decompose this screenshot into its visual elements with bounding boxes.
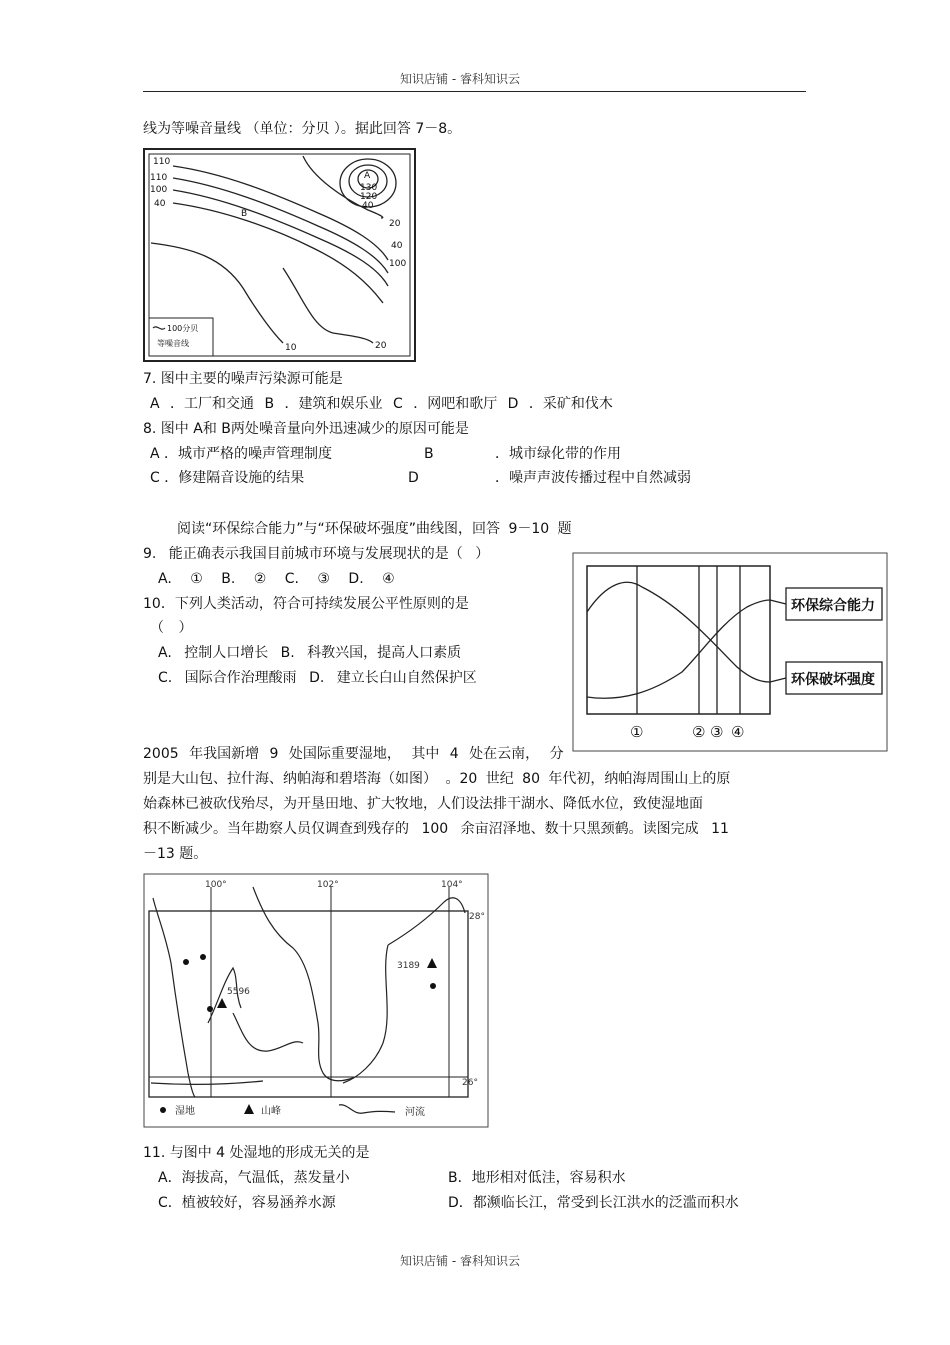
marker-4: ④ (731, 723, 745, 741)
peak-label-130: 130 (360, 183, 378, 193)
environment-curve-chart (572, 552, 888, 752)
label-environmental-capacity: 环保综合能力 (791, 598, 875, 614)
wetland-dot-1 (183, 959, 189, 965)
contour-label-left-1: 110 (153, 157, 171, 167)
contour-label-right-1: 20 (389, 219, 401, 229)
marker-2: ② (692, 723, 706, 741)
peak-elevation-3189: 3189 (397, 961, 420, 971)
wetland-paragraph-line-5: －13 题。 (143, 846, 208, 862)
q8-option-c: C ．修建隔音设施的结果 (150, 470, 305, 486)
contour-label-left-3: 100 (150, 185, 168, 195)
q7-stem: 7. 图中主要的噪声污染源可能是 (143, 371, 343, 387)
q11-option-d: D．都濒临长江，常受到长江洪水的泛滥而积水 (448, 1195, 739, 1211)
q8-option-b-text: ．城市绿化带的作用 (495, 446, 621, 462)
marker-1: ① (630, 723, 644, 741)
peak-label-120: 120 (360, 192, 378, 202)
wetland-paragraph-line-4: 积不断减少。当年勘察人员仅调查到残存的 100 余亩沼泽地、数十只黑颈鹤。读图完成 11 (143, 821, 729, 837)
q11-option-c: C．植被较好，容易涵养水源 (158, 1195, 336, 1211)
q10-options-ab: A. 控制人口增长 B. 科教兴国，提高人口素质 (158, 645, 462, 661)
wetland-paragraph-line-2: 别是大山包、拉什海、纳帕海和碧塔海（如图） 。20 世纪 80 年代初，纳帕海周围山上的原 (143, 771, 731, 787)
read-instruction: 阅读“环保综合能力”与“环保破坏强度”曲线图，回答 9－10 题 (177, 521, 572, 537)
contour-label-bottom-2: 20 (375, 341, 387, 351)
q8-option-d-text: ．噪声声波传播过程中自然减弱 (495, 470, 691, 486)
point-a-label: A (364, 171, 371, 181)
lon-label-102: 102° (317, 880, 339, 890)
wetland-dot-3 (207, 1006, 213, 1012)
q8-option-d-letter: D (408, 470, 419, 486)
q10-stem: 10．下列人类活动，符合可持续发展公平性原则的是 (143, 596, 469, 612)
wetland-dot-2 (200, 954, 206, 960)
legend-peak-label: 山峰 (261, 1106, 281, 1117)
q11-option-b: B．地形相对低洼，容易积水 (448, 1170, 626, 1186)
q8-option-b-letter: B (424, 446, 434, 462)
wetland-paragraph-line-3: 始森林已被砍伐殆尽，为开垦田地、扩大牧地，人们设法排干湖水、降低水位，致使湿地面 (143, 796, 703, 812)
legend-wetland-icon (160, 1107, 166, 1113)
q8-option-a: A ．城市严格的噪声管理制度 (150, 446, 333, 462)
noise-contour-map (143, 148, 416, 362)
lat-label-26: 26° (462, 1078, 478, 1088)
peak-label-40: 40 (362, 201, 374, 211)
q11-stem: 11. 与图中 4 处湿地的形成无关的是 (143, 1145, 370, 1161)
header-rule (143, 91, 806, 92)
legend-name: 等噪音线 (157, 339, 189, 348)
page-footer: 知识店铺 - 睿科知识云 (400, 1254, 520, 1268)
point-b-label: B (241, 209, 248, 219)
legend-wetland-label: 湿地 (175, 1106, 195, 1117)
marker-3: ③ (710, 723, 724, 741)
q9-stem: 9. 能正确表示我国目前城市环境与发展现状的是（ ） (143, 546, 490, 562)
q10-options-cd: C. 国际合作治理酸雨 D. 建立长白山自然保护区 (158, 670, 477, 686)
lat-label-28: 28° (469, 912, 485, 922)
lon-label-100: 100° (205, 880, 227, 890)
q10-paren: （ ） (150, 620, 193, 636)
q7-options: A ．工厂和交通 B ．建筑和娱乐业 C ．网吧和歌厅 D ．采矿和伐木 (150, 396, 613, 412)
page-header: 知识店铺 - 睿科知识云 (400, 72, 520, 86)
lon-label-104: 104° (441, 880, 463, 890)
wetland-paragraph-line-1: 2005 年我国新增 9 处国际重要湿地， 其中 4 处在云南， 分 (143, 746, 564, 762)
q11-option-a: A．海拔高，气温低，蒸发量小 (158, 1170, 350, 1186)
legend-value: 100分贝 (167, 324, 199, 333)
contour-label-left-4: 40 (154, 199, 166, 209)
q8-stem: 8. 图中 A和 B两处噪音量向外迅速减少的原因可能是 (143, 421, 469, 437)
peak-elevation-5596: 5596 (227, 987, 250, 997)
yunnan-wetland-map (143, 873, 489, 1128)
intro-line: 线为等噪音量线 （单位：分贝 ）。据此回答 7－8。 (143, 121, 462, 137)
wetland-dot-4 (430, 983, 436, 989)
contour-label-right-2: 40 (391, 241, 403, 251)
contour-label-left-2: 110 (150, 173, 168, 183)
contour-label-bottom-1: 10 (285, 343, 297, 353)
q9-options: A. ① B. ② C. ③ D. ④ (158, 571, 395, 587)
contour-label-right-3: 100 (389, 259, 407, 269)
legend-river-label: 河流 (405, 1107, 425, 1118)
label-environmental-damage: 环保破坏强度 (791, 672, 875, 688)
